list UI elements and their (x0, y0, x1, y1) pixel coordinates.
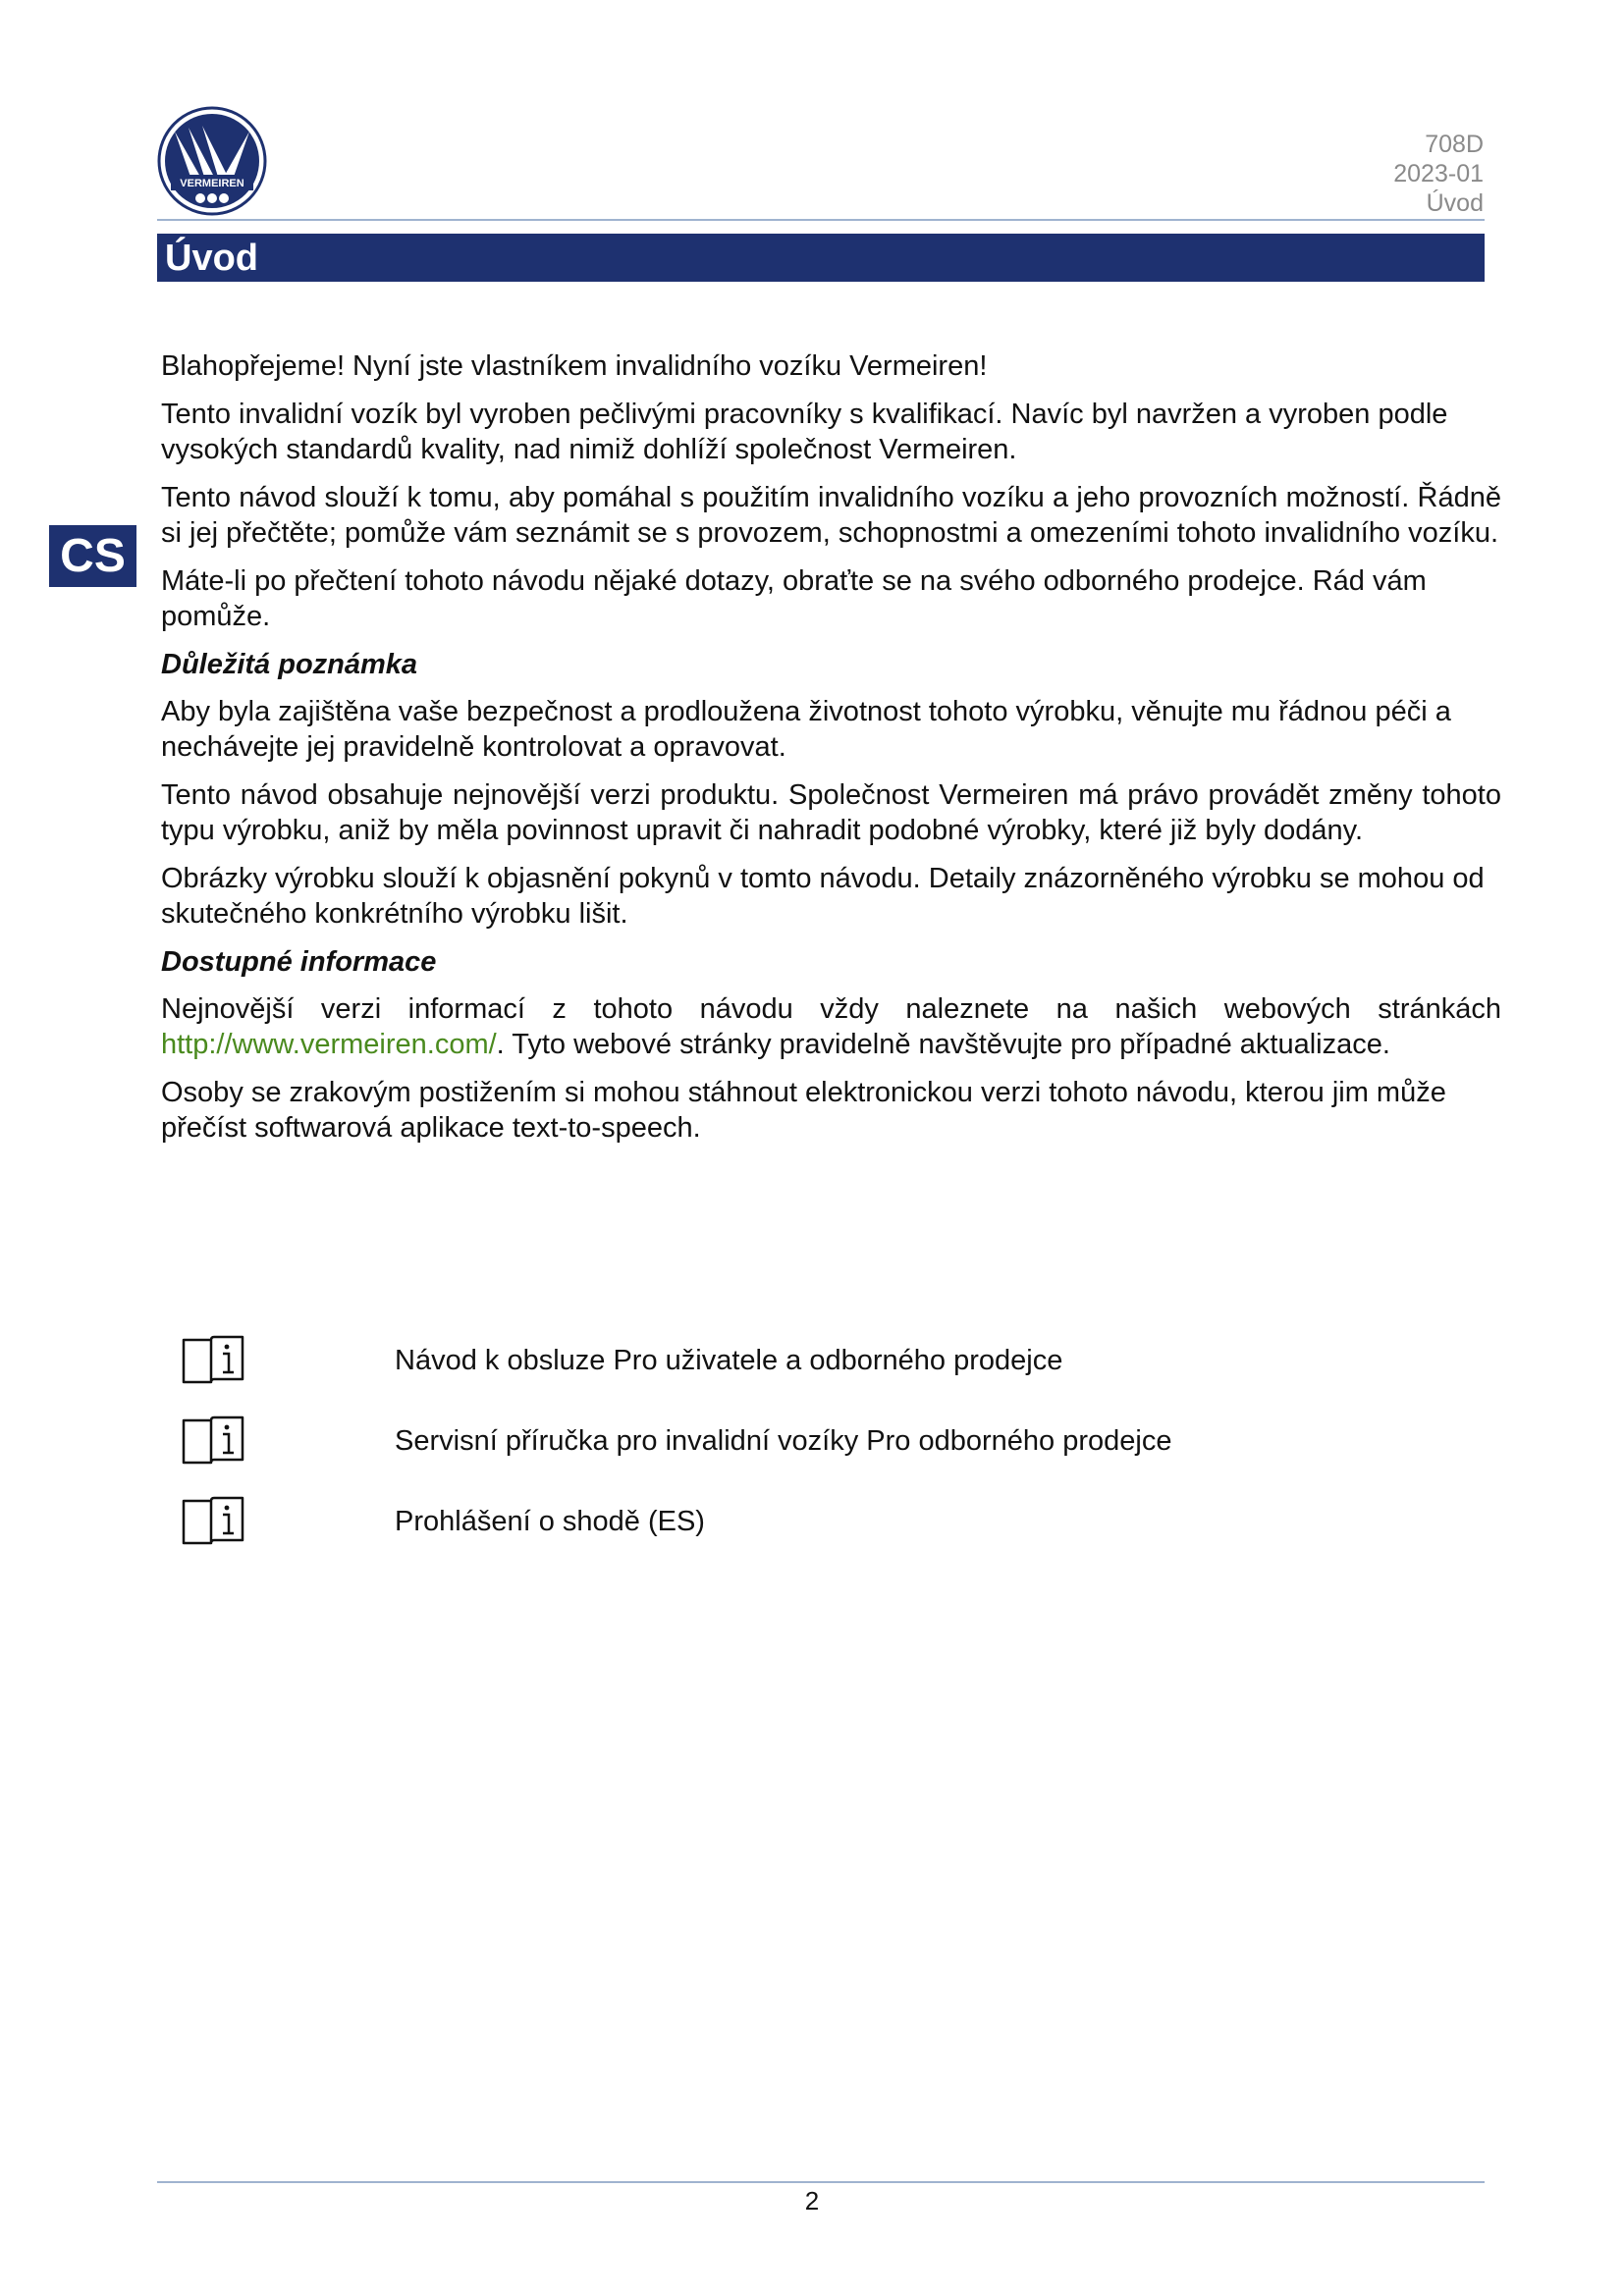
document-item (179, 1492, 1357, 1573)
document-label: Návod k obsluze Pro uživatele a odborného prodejce (395, 1345, 1063, 1376)
logo-wordmark: VERMEIREN (180, 178, 244, 189)
heading-available-info: Dostupné informace (161, 946, 437, 978)
manual-book-icon (181, 1496, 245, 1547)
manual-book-icon (181, 1335, 245, 1386)
revision-date: 2023-01 (1393, 160, 1484, 187)
language-badge: CS (49, 525, 136, 587)
header-divider (157, 219, 1485, 221)
website-text-before: Nejnovější verzi informací z tohoto návodu vždy naleznete na našich webových stránkách (161, 993, 1501, 1025)
paragraph-care: Aby byla zajištěna vaše bezpečnost a prodloužena životnost tohoto výrobku, věnujte mu řádnou péči a nechávejte jej pravidelně kontrolovat a opravovat. (161, 696, 1451, 763)
vermeiren-logo (157, 106, 267, 216)
page-title: Úvod (165, 238, 258, 279)
title-bar (157, 234, 1485, 282)
main-content (161, 348, 1501, 1158)
page-number: 2 (804, 2186, 820, 2216)
model-number: 708D (1425, 131, 1484, 158)
document-item (179, 1331, 1357, 1412)
paragraph-accessibility: Osoby se zrakovým postižením si mohou stáhnout elektronickou verzi tohoto návodu, kterou jim může přečíst softwarová aplikace text-to-speech. (161, 1077, 1446, 1144)
website-link[interactable]: http://www.vermeiren.com/ (161, 1029, 497, 1060)
paragraph-website (161, 991, 1501, 1062)
paragraph-questions: Máte-li po přečtení tohoto návodu nějaké dotazy, obraťte se na svého odborného prodejce. Rád vám pomůže. (161, 565, 1427, 632)
paragraph-purpose: Tento návod slouží k tomu, aby pomáhal s použitím invalidního vozíku a jeho provozních možností. Řádně si jej přečtěte; pomůže vám seznámit se s provozem, schopnostmi a omezeními tohoto invalidního vozíku. (161, 482, 1501, 549)
document-label: Servisní příručka pro invalidní vozíky Pro odborného prodejce (395, 1425, 1172, 1457)
paragraph-changes: Tento návod obsahuje nejnovější verzi produktu. Společnost Vermeiren má právo provádět změny tohoto typu výrobku, aniž by měla povinnost upravit či nahradit podobné výrobky, které již byly dodány. (161, 779, 1501, 846)
document-list (179, 1331, 1357, 1573)
section-name: Úvod (1426, 189, 1484, 217)
heading-important-note: Důležitá poznámka (161, 649, 418, 680)
paragraph-congratulations: Blahopřejeme! Nyní jste vlastníkem invalidního vozíku Vermeiren! (161, 350, 988, 382)
footer-divider (157, 2181, 1485, 2183)
paragraph-quality: Tento invalidní vozík byl vyroben pečlivými pracovníky s kvalifikací. Navíc byl navržen a vyroben podle vysokých standardů kvality, nad nimiž dohlíží společnost Vermeiren. (161, 399, 1448, 465)
paragraph-images: Obrázky výrobku slouží k objasnění pokynů v tomto návodu. Detaily znázorněného výrobku se mohou od skutečného konkrétního výrobku lišit. (161, 863, 1485, 930)
document-label: Prohlášení o shodě (ES) (395, 1506, 705, 1537)
website-text-after: . Tyto webové stránky pravidelně navštěvujte pro případné aktualizace. (496, 1029, 1390, 1060)
manual-book-icon (181, 1415, 245, 1467)
document-item (179, 1412, 1357, 1492)
header-meta (1393, 130, 1484, 218)
